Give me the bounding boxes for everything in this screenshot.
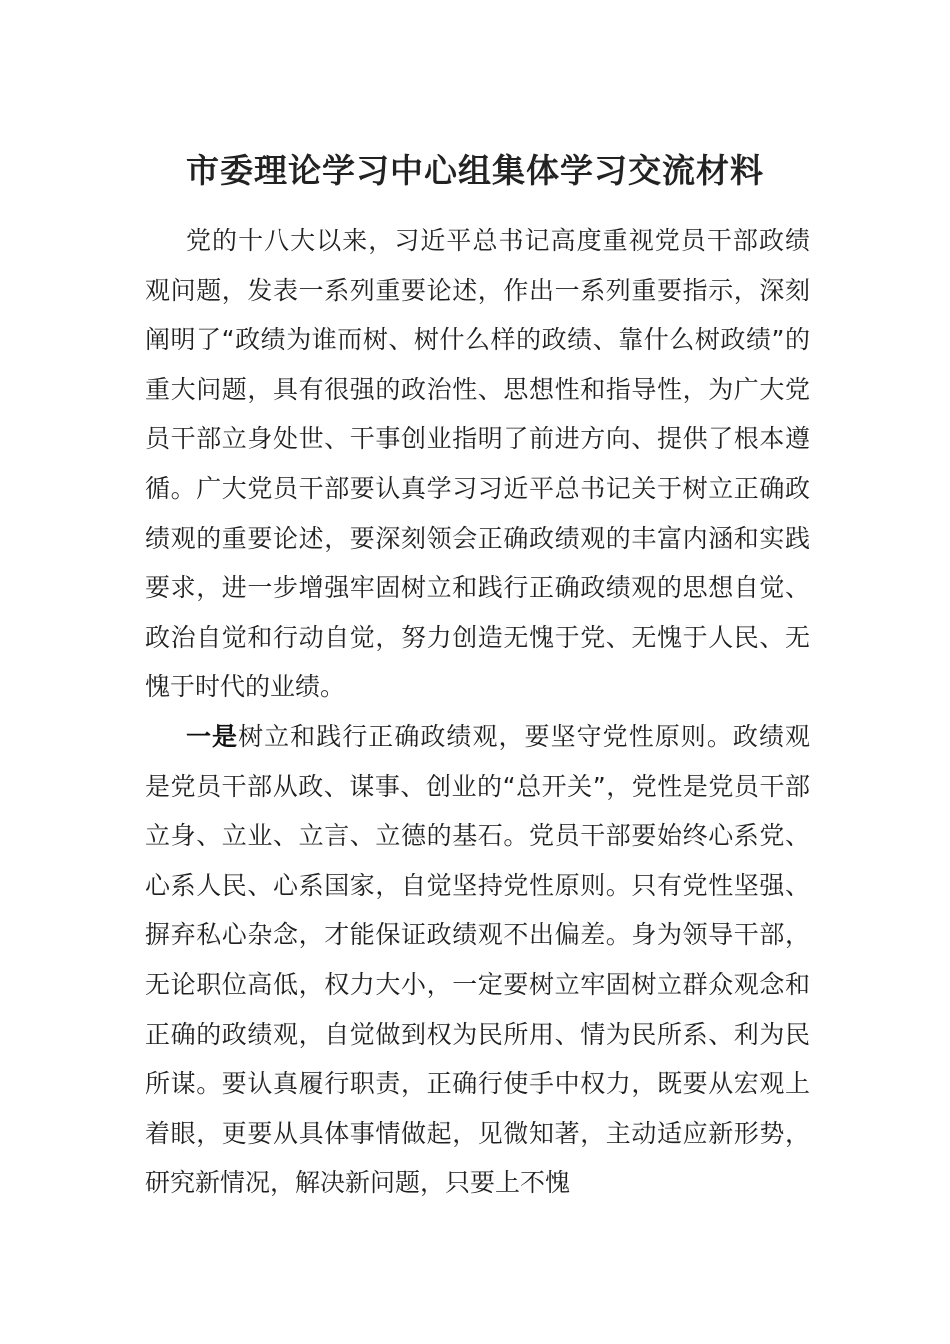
document-title: 市委理论学习中心组集体学习交流材料 [186, 151, 764, 190]
paragraph-point-one-text: 树立和践行正确政绩观，要坚守党性原则。政绩观是党员干部从政、谋事、创业的“总开关”，党性是党员干部立身、立业、立言、立德的基石。党员干部要始终心系党、心系人民、心系国家，自觉坚持党性原则。只有党性坚强、摒弃私心杂念，才能保证政绩观不出偏差。身为领导干部，无论职位高低，权力大小，一定要树立牢固树立群众观念和正确的政绩观，自觉做到权为民所用、情为民所系、利为民所谋。要认真履行职责，正确行使手中权力，既要从宏观上着眼，更要从具体事情做起，见微知著，主动适应新形势，研究新情况，解决新问题，只要上不愧 [145, 721, 810, 1198]
paragraph-intro-text: 党的十八大以来，习近平总书记高度重视党员干部政绩观问题，发表一系列重要论述，作出一系列重要指示，深刻阐明了“政绩为谁而树、树什么样的政绩、靠什么树政绩”的重大问题，具有很强的政治性、思想性和指导性，为广大党员干部立身处世、干事创业指明了前进方向、提供了根本遵循。广大党员干部要认真学习习近平总书记关于树立正确政绩观的重要论述，要深刻领会正确政绩观的丰富内涵和实践要求，进一步增强牢固树立和践行正确政绩观的思想自觉、政治自觉和行动自觉，努力创造无愧于党、无愧于人民、无愧于时代的业绩。 [145, 226, 810, 702]
paragraph-intro [145, 216, 810, 712]
document-body [145, 216, 810, 1208]
paragraph-point-one-lead: 一是 [186, 721, 239, 751]
paragraph-point-one [145, 712, 810, 1208]
